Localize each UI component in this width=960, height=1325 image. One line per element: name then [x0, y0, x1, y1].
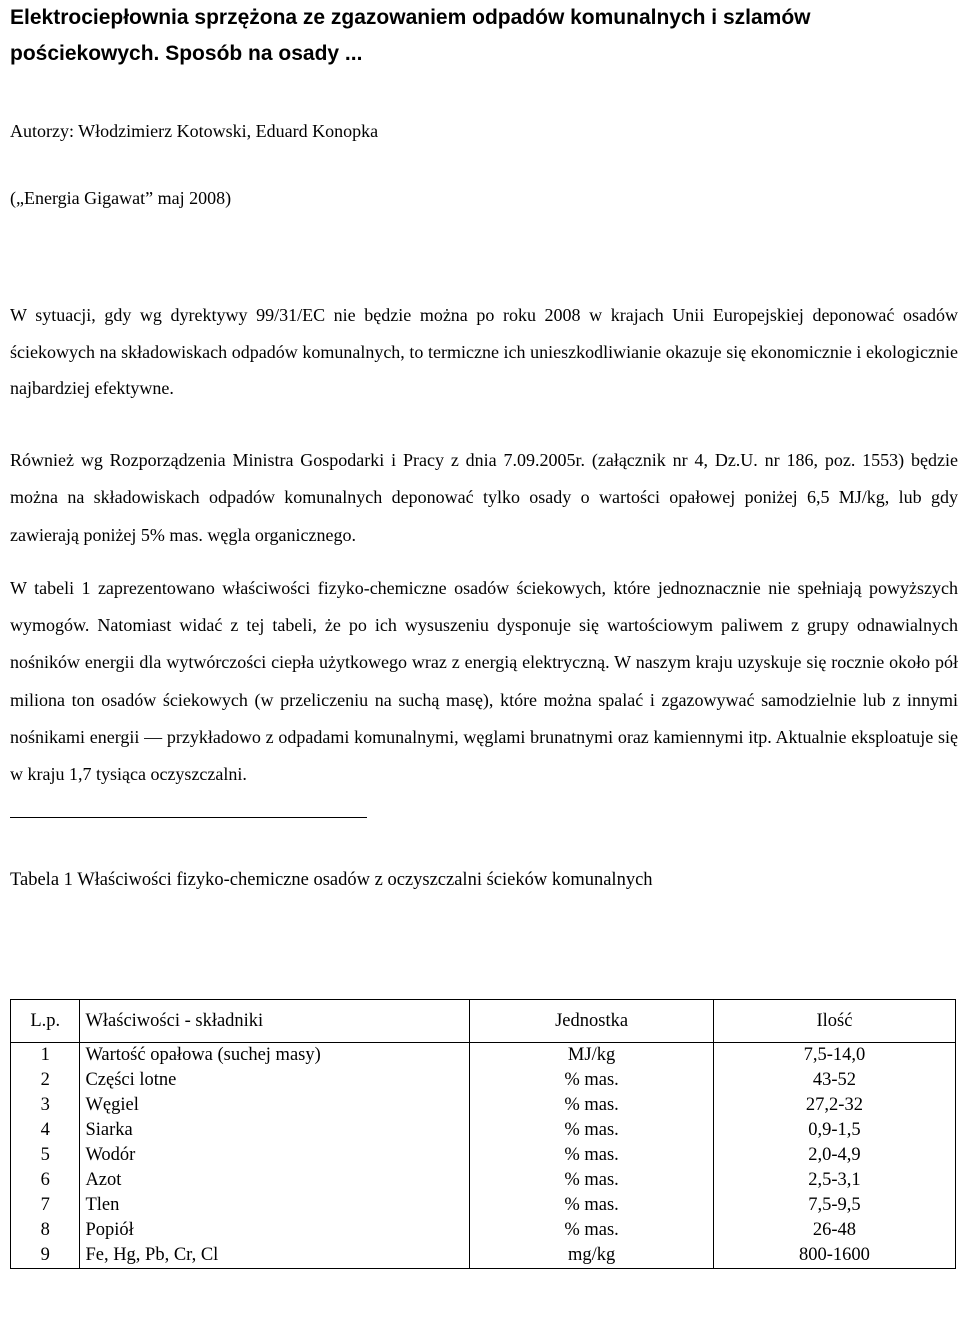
table-cell: % mas.: [564, 1095, 619, 1115]
authors-line: Autorzy: Włodzimierz Kotowski, Eduard Konopka: [10, 121, 379, 141]
table-cell: 5: [40, 1145, 50, 1165]
paragraph: W sytuacji, gdy wg dyrektywy 99/31/EC nie będzie można po roku 2008 w krajach Unii Europejskiej deponować osadów ściekowych na składowiskach odpadów komunalnych, to termiczne ich unieszkodliwianie okazuje się ekonomicznie i ekologicznie najbardziej efektywne.: [10, 305, 958, 398]
document-page: [10, 0, 958, 1265]
table-cell: % mas.: [564, 1220, 619, 1240]
source-line: („Energia Gigawat” maj 2008): [10, 188, 232, 208]
table-cell: 9: [40, 1245, 50, 1265]
lp-column: [11, 1043, 80, 1269]
unit-column: [470, 1043, 714, 1269]
document-title: Elektrociepłownia sprzężona ze zgazowaniem odpadów komunalnych i szlamów pościekowych. Sposób na osady ...: [10, 6, 811, 65]
table-cell: Fe, Hg, Pb, Cr, Cl: [85, 1245, 219, 1265]
header-quantity: Ilość: [713, 1000, 955, 1043]
paragraph: W tabeli 1 zaprezentowano właściwości fizyko-chemiczne osadów ściekowych, które jednoznacznie nie spełniają powyższych wymogów. Natomiast widać z tej tabeli, że po ich wysuszeniu dysponuje się wartościowym paliwem z grupy odnawialnych nośników energii dla wytwórczości ciepła użytkowego wraz z energią elektryczną. W naszym kraju uzyskuje się rocznie około pół miliona ton osadów ściekowych (w przeliczeniu na suchą masę), które można spalać i zgazowywać samodzielnie lub z innymi nośnikami energii — przykładowo z odpadami komunalnymi, węglami brunatnymi oraz kamiennymi itp. Aktualnie eksploatuje się w kraju 1,7 tysiąca oczyszczalni.: [10, 578, 958, 785]
table-cell: 6: [40, 1170, 50, 1190]
table-cell: 7,5-14,0: [803, 1045, 866, 1065]
header-unit: Jednostka: [470, 1000, 714, 1043]
table-caption: Tabela 1 Właściwości fizyko-chemiczne osadów z oczyszczalni ścieków komunalnych: [10, 870, 653, 891]
quantity-column: [713, 1043, 955, 1269]
table-cell: mg/kg: [567, 1245, 616, 1265]
table-cell: Części lotne: [85, 1070, 177, 1090]
table-cell: 8: [40, 1220, 50, 1240]
table-cell: 2,0-4,9: [808, 1145, 861, 1165]
table-cell: % mas.: [564, 1145, 619, 1165]
header-lp: L.p.: [11, 1000, 80, 1043]
table-cell: Azot: [85, 1170, 122, 1190]
table-cell: Wartość opałowa (suchej masy): [85, 1045, 321, 1065]
table-cell: 3: [40, 1095, 50, 1115]
table-cell: 7,5-9,5: [808, 1195, 861, 1215]
table-cell: 0,9-1,5: [808, 1120, 861, 1140]
table-cell: MJ/kg: [567, 1045, 616, 1065]
table-cell: % mas.: [564, 1170, 619, 1190]
table-cell: 800-1600: [798, 1245, 870, 1265]
table-cell: Tlen: [85, 1195, 120, 1215]
table-cell: Wodór: [85, 1145, 136, 1165]
table-header-row: [11, 1000, 956, 1043]
paragraph: Również wg Rozporządzenia Ministra Gospodarki i Pracy z dnia 7.09.2005r. (załącznik nr 4, Dz.U. nr 186, poz. 1553) będzie można na składowiskach odpadów komunalnych deponować tylko osady o wartości opałowej poniżej 6,5 MJ/kg, lub gdy zawierają poniżej 5% mas. węgla organicznego.: [10, 449, 958, 545]
header-property: Właściwości - składniki: [80, 1000, 470, 1043]
table-cell: 2: [40, 1070, 50, 1090]
table-cell: 4: [40, 1120, 50, 1140]
table-cell: % mas.: [564, 1120, 619, 1140]
table-body-row: [11, 1043, 956, 1269]
table-cell: 2,5-3,1: [808, 1170, 861, 1190]
table-cell: % mas.: [564, 1195, 619, 1215]
table-cell: 43-52: [812, 1070, 857, 1090]
table-cell: Węgiel: [85, 1095, 139, 1115]
table-cell: 26-48: [812, 1220, 857, 1240]
table-cell: Popiół: [85, 1220, 134, 1240]
table-cell: 27,2-32: [805, 1095, 863, 1115]
table-cell: % mas.: [564, 1070, 619, 1090]
properties-table: [10, 999, 956, 1269]
table-cell: 1: [40, 1045, 50, 1065]
footnote-separator: [10, 817, 367, 818]
property-column: [80, 1043, 470, 1269]
table-cell: 7: [40, 1195, 50, 1215]
table-cell: Siarka: [85, 1120, 133, 1140]
